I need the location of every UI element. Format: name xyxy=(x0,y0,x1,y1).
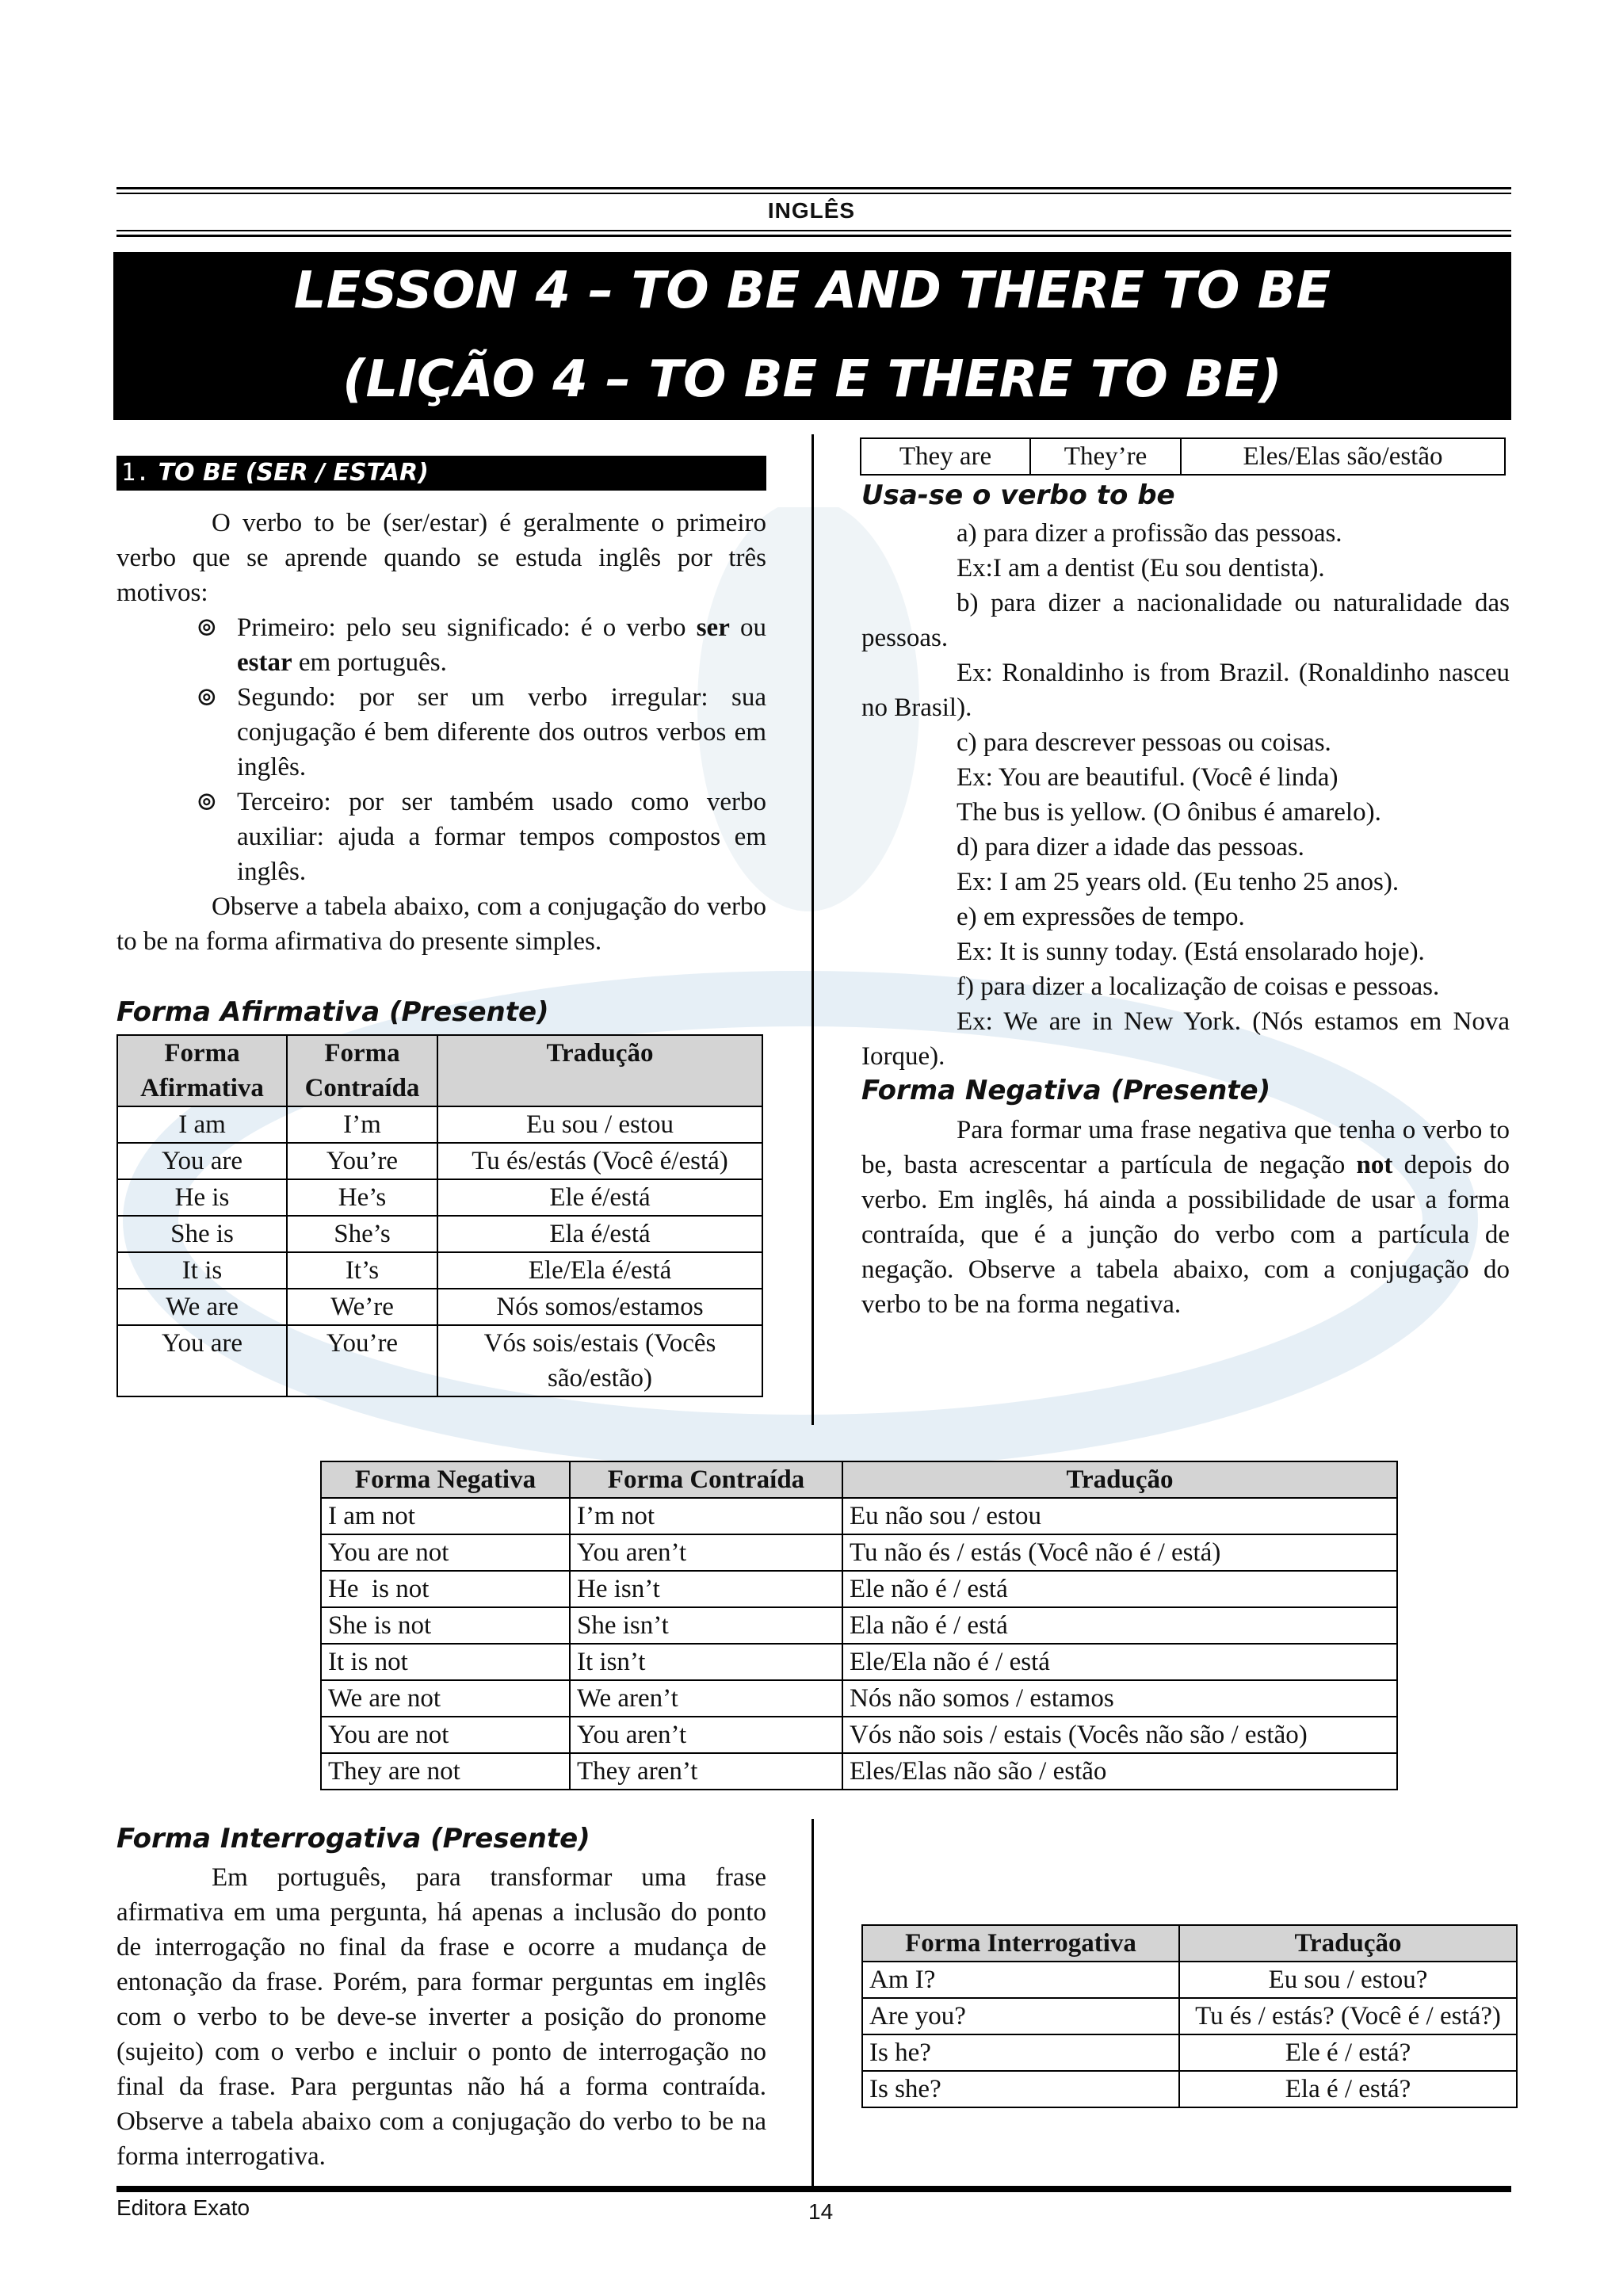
table-row: Am I? Eu sou / estou? xyxy=(862,1962,1517,1998)
column-header: Forma Contraída xyxy=(570,1461,842,1498)
table-row: She is She’s Ela é/está xyxy=(117,1216,762,1252)
table-row: You are You’re Vós sois/estais (Vocês são/estão) xyxy=(117,1325,762,1396)
column-header: Tradução xyxy=(437,1035,762,1106)
table-row: You are You’re Tu és/estás (Você é/está) xyxy=(117,1143,762,1179)
table-header-row xyxy=(862,1925,1517,1962)
page-number: 14 xyxy=(808,2199,834,2224)
table-row: He is not He isn’t Ele não é / está xyxy=(321,1571,1397,1607)
column-header: Tradução xyxy=(1179,1925,1517,1962)
column-header: Forma Interrogativa xyxy=(862,1925,1179,1962)
uses-block xyxy=(861,516,1510,1074)
use-example: Ex: You are beautiful. (Você é linda) xyxy=(957,763,1338,792)
lesson-title: LESSON 4 – TO BE AND THERE TO BE xyxy=(293,262,1331,320)
section-title: TO BE (SER / ESTAR) xyxy=(158,459,429,487)
column-divider xyxy=(812,434,814,1425)
negative-table xyxy=(320,1461,1398,1790)
table-row: It is It’s Ele/Ela é/está xyxy=(117,1252,762,1289)
top-rule-thin xyxy=(116,193,1511,194)
bullet-item: ⊚ Terceiro: por ser também usado como verbo auxiliar: ajuda a formar tempos compostos em inglês. xyxy=(196,785,766,889)
column-header: Tradução xyxy=(842,1461,1397,1498)
lesson-title-banner xyxy=(113,252,1511,420)
publisher-name: Editora Exato xyxy=(116,2195,250,2220)
subject-rule-thick xyxy=(116,235,1511,237)
use-example: Ex:I am a dentist (Eu sou dentista). xyxy=(957,554,1325,583)
column-header: Forma Afirmativa xyxy=(117,1035,287,1106)
use-item: b) para dizer a nacionalidade ou naturalidade das pessoas. xyxy=(861,589,1510,652)
lesson-subtitle: (LIÇÃO 4 – TO BE E THERE TO BE) xyxy=(342,350,1282,409)
intro-paragraph: O verbo to be (ser/estar) é geralmente o primeiro verbo que se aprende quando se estuda inglês por três motivos: xyxy=(116,509,766,607)
subject-rule xyxy=(116,230,1511,231)
affirmative-heading: Forma Afirmativa (Presente) xyxy=(116,996,549,1028)
table-row: You are not You aren’t Vós não sois / estais (Vocês não são / estão) xyxy=(321,1717,1397,1753)
table-row: I am not I’m not Eu não sou / estou xyxy=(321,1498,1397,1534)
table-row: Is he? Ele é / está? xyxy=(862,2034,1517,2071)
bullet-item: ⊚ Segundo: por ser um verbo irregular: sua conjugação é bem diferente dos outros verbos em inglês. xyxy=(196,680,766,785)
use-example: The bus is yellow. (O ônibus é amarelo). xyxy=(957,798,1381,827)
column-header: Forma Contraída xyxy=(287,1035,437,1106)
table-row: We are We’re Nós somos/estamos xyxy=(117,1289,762,1325)
table-header-row xyxy=(321,1461,1397,1498)
table-row: We are not We aren’t Nós não somos / estamos xyxy=(321,1680,1397,1717)
column-header: Forma Negativa xyxy=(321,1461,570,1498)
interrogative-paragraph: Em português, para transformar uma frase afirmativa em uma pergunta, há apenas a inclusão do ponto de interrogação no final da frase e ocorre a mudança de entonação da frase. Porém, para formar perguntas em inglês com o verbo to be deve-se inverter a posição do pronome (sujeito) com o verbo e incluir o ponto de interrogação no final da frase. Para perguntas não há a forma contraída. Observe a tabela abaixo com a conjugação do verbo to be na forma interrogativa. xyxy=(116,1863,766,2171)
intro-block xyxy=(116,506,766,959)
bullet-circle-icon: ⊚ xyxy=(196,683,218,712)
interrogative-table xyxy=(861,1924,1518,2108)
use-item: a) para dizer a profissão das pessoas. xyxy=(957,519,1342,548)
table-row: They are They’re Eles/Elas são/estão xyxy=(861,438,1505,475)
section-heading xyxy=(116,456,766,491)
use-example: Ex: I am 25 years old. (Eu tenho 25 anos). xyxy=(957,868,1400,896)
interrogative-text-right xyxy=(861,1819,1510,1889)
subject-label: INGLÊS xyxy=(767,198,856,223)
bullet-circle-icon: ⊚ xyxy=(196,613,218,642)
negative-paragraph: Para formar uma frase negativa que tenha o verbo to be, basta acrescentar a partícula de negação not depois do verbo. Em inglês, há ainda a possibilidade de usar a forma contraída, que é a junção do verbo com a partícula de negação. Observe a tabela abaixo, com a conjugação do verbo to be na forma negativa. xyxy=(861,1116,1510,1319)
use-item: f) para dizer a localização de coisas e pessoas. xyxy=(957,972,1440,1001)
table-row: Is she? Ela é / está? xyxy=(862,2071,1517,2107)
use-item: e) em expressões de tempo. xyxy=(957,903,1245,931)
use-example: Ex: Ronaldinho is from Brazil. (Ronaldinho nasceu no Brasil). xyxy=(861,659,1510,722)
table-row: I am I’m Eu sou / estou xyxy=(117,1106,762,1143)
bullet-circle-icon: ⊚ xyxy=(196,788,218,816)
use-example: Ex: We are in New York. (Nós estamos em Nova Iorque). xyxy=(861,1007,1510,1071)
use-item: d) para dizer a idade das pessoas. xyxy=(957,833,1304,861)
column-divider-bottom xyxy=(812,1819,814,2191)
not-keyword: not xyxy=(1356,1151,1393,1179)
affirmative-table xyxy=(116,1034,763,1397)
table-row: They are not They aren’t Eles/Elas não são / estão xyxy=(321,1753,1397,1790)
top-rule xyxy=(116,187,1511,189)
table-row: He is He’s Ele é/está xyxy=(117,1179,762,1216)
table-row: You are not You aren’t Tu não és / estás (Você não é / está) xyxy=(321,1534,1397,1571)
uses-heading: Usa-se o verbo to be xyxy=(861,479,1175,511)
interrogative-text-left xyxy=(116,1860,766,2174)
footer-rule xyxy=(116,2186,1511,2192)
table-header-row xyxy=(117,1035,762,1106)
observe-paragraph: Observe a tabela abaixo, com a conjugação do verbo to be na forma afirmativa do presente simples. xyxy=(116,892,766,956)
section-number: 1. xyxy=(121,459,151,487)
affirmative-table-continued xyxy=(860,437,1506,476)
use-item: c) para descrever pessoas ou coisas. xyxy=(957,728,1331,757)
table-row: Are you? Tu és / estás? (Você é / está?) xyxy=(862,1998,1517,2034)
bullet-item: ⊚ Primeiro: pelo seu significado: é o verbo ser ou estar em português. xyxy=(196,610,766,680)
negative-heading: Forma Negativa (Presente) xyxy=(861,1075,1271,1106)
table-row: She is not She isn’t Ela não é / está xyxy=(321,1607,1397,1644)
interrogative-heading: Forma Interrogativa (Presente) xyxy=(116,1823,590,1855)
table-row: It is not It isn’t Ele/Ela não é / está xyxy=(321,1644,1397,1680)
use-example: Ex: It is sunny today. (Está ensolarado hoje). xyxy=(957,938,1425,966)
